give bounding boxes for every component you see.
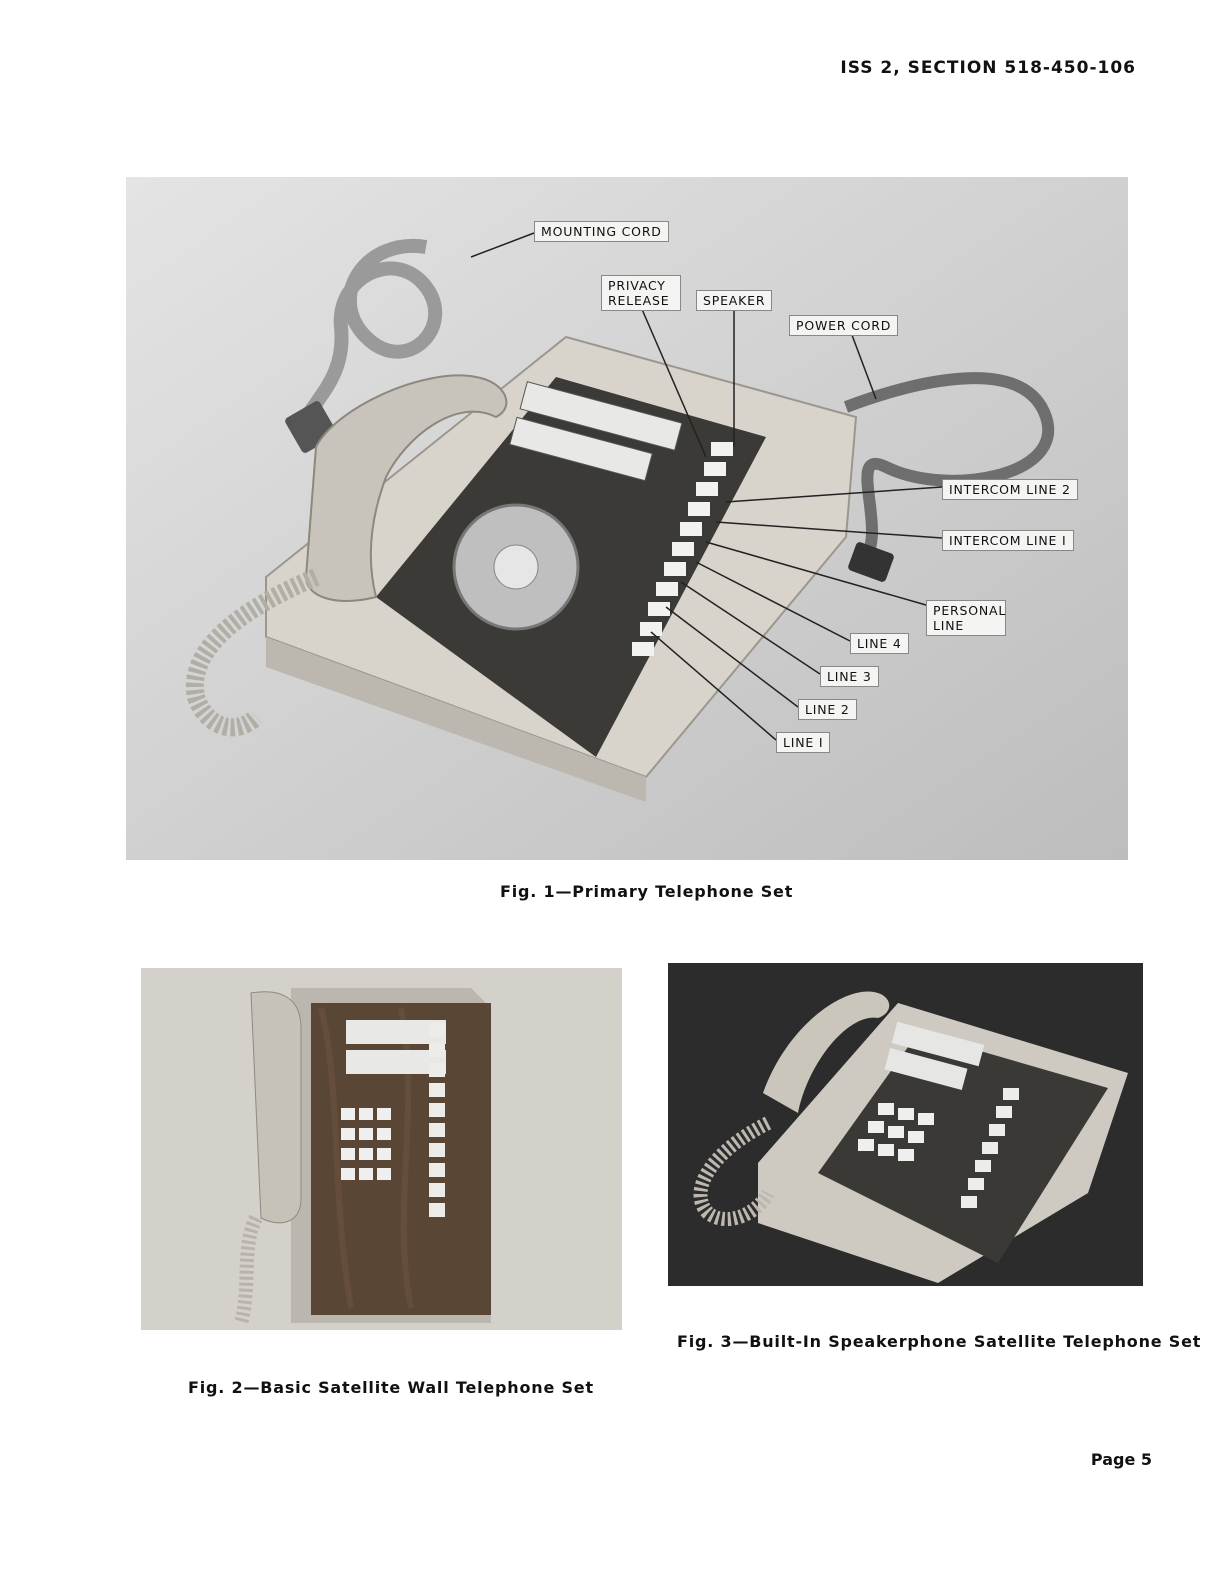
figure-1-caption: Fig. 1—Primary Telephone Set — [500, 882, 794, 901]
page-number: Page 5 — [1090, 1450, 1152, 1469]
figure-2-photo — [141, 968, 622, 1330]
figure-3-photo — [668, 963, 1143, 1286]
callout-privacy-release: PRIVACY RELEASE — [601, 275, 681, 311]
callout-intercom-line-1: INTERCOM LINE I — [942, 530, 1074, 551]
callout-power-cord: POWER CORD — [789, 315, 898, 336]
speakerphone-telephone-illustration — [668, 963, 1143, 1286]
callout-personal-line: PERSONAL LINE — [926, 600, 1006, 636]
wall-telephone-illustration — [141, 968, 622, 1330]
figure-3-caption: Fig. 3—Built-In Speakerphone Satellite Telephone Set — [677, 1332, 1202, 1351]
callout-intercom-line-2: INTERCOM LINE 2 — [942, 479, 1078, 500]
callout-line-1: LINE I — [776, 732, 830, 753]
callout-line-4: LINE 4 — [850, 633, 909, 654]
callout-speaker: SPEAKER — [696, 290, 772, 311]
callout-mounting-cord: MOUNTING CORD — [534, 221, 669, 242]
document-header: ISS 2, SECTION 518-450-106 — [840, 58, 1136, 78]
figure-1-photo — [126, 177, 1128, 860]
figure-2-caption: Fig. 2—Basic Satellite Wall Telephone Set — [188, 1378, 594, 1397]
callout-line-2: LINE 2 — [798, 699, 857, 720]
callout-line-3: LINE 3 — [820, 666, 879, 687]
